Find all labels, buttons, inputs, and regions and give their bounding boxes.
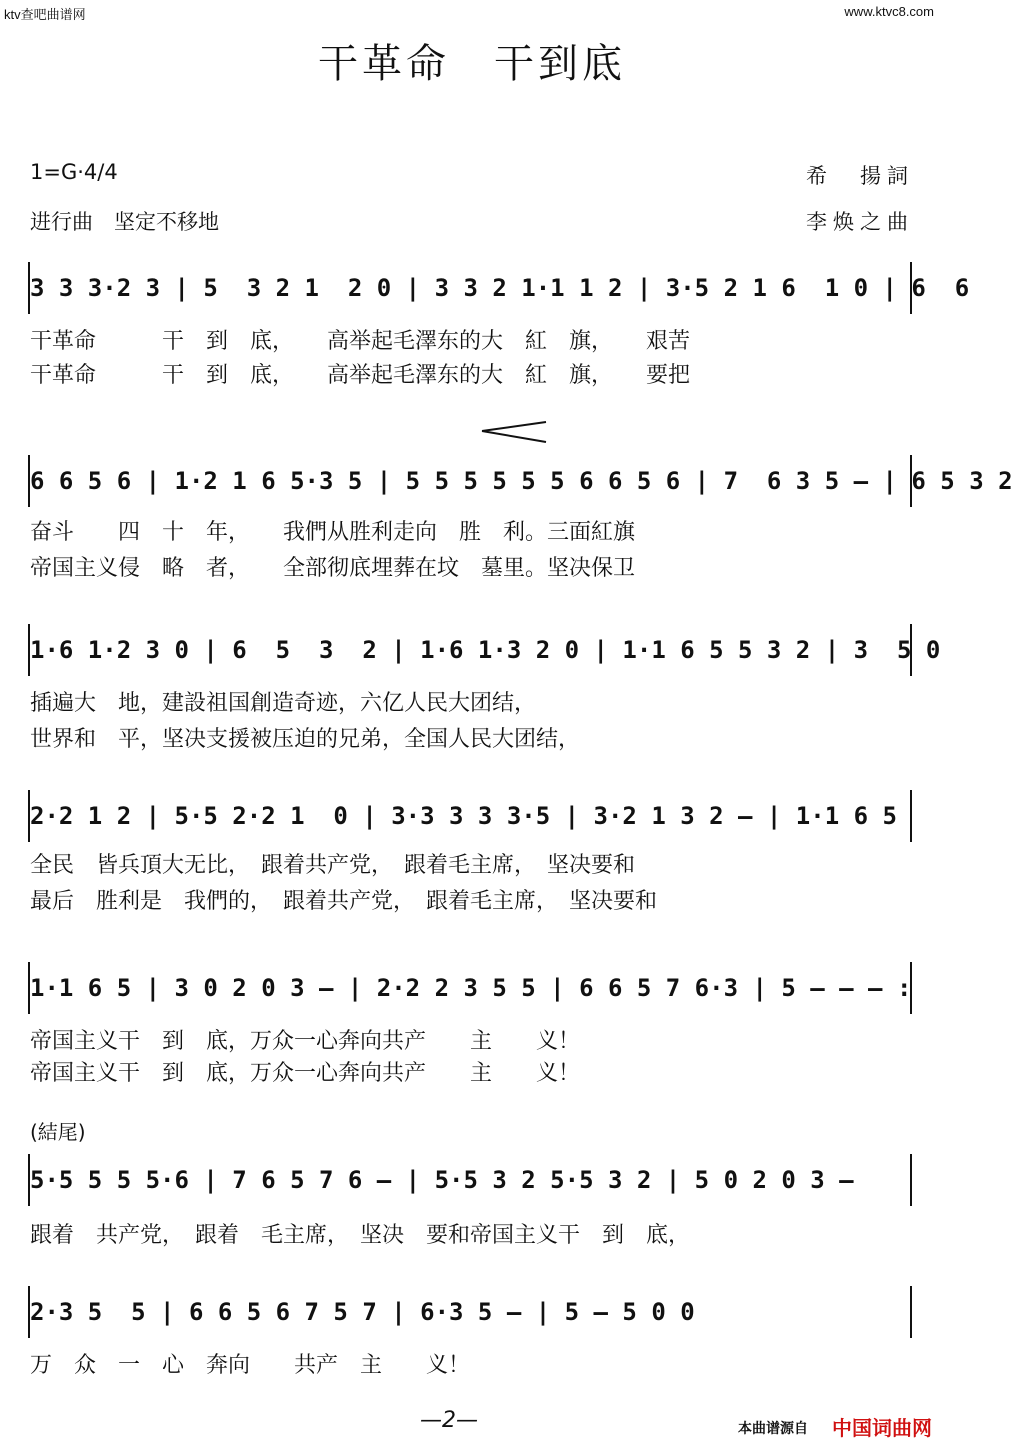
watermark-right: www.ktvc8.com — [844, 4, 934, 19]
lyric-line-verse-1: 全民 皆兵頂大无比， 跟着共产党， 跟着毛主席， 坚决要和 — [30, 853, 636, 878]
lyricist-credit: 希 揚詞 — [806, 164, 914, 188]
coda-label: (結尾) — [30, 1120, 86, 1144]
notation-line: 6 6 5 6 | 1·2 1 6 5·3 5 | 5 5 5 5 5 5 6 6 5 6 | 7 6 3 5 — | 6 5 3 2 — [28, 455, 912, 507]
composer-credit: 李焕之曲 — [806, 210, 914, 234]
page-number: —2— — [420, 1408, 478, 1433]
lyric-line-verse-2: 干革命 干 到 底， 高举起毛澤东的大 紅 旗， 要把 — [30, 363, 691, 388]
lyric-line-final: 万 众 一 心 奔向 共产 主 义！ — [30, 1353, 471, 1378]
source-caption: 本曲谱源自 — [738, 1421, 808, 1437]
lyric-line-coda: 跟着 共产党， 跟着 毛主席， 坚决 要和帝国主义干 到 底， — [30, 1223, 691, 1248]
notation-line: 1·6 1·2 3 0 | 6 5 3 2 | 1·6 1·3 2 0 | 1·1 6 5 5 3 2 | 3 5 0 — [28, 624, 912, 676]
notation-line: 5·5 5 5 5·6 | 7 6 5 7 6 — | 5·5 3 2 5·5 3 2 | 5 0 2 0 3 — — [28, 1154, 912, 1206]
lyric-line-verse-1: 插遍大 地，建設祖国創造奇迹，六亿人民大团结， — [30, 691, 537, 716]
lyric-line-verse-2: 帝国主义侵 略 者， 全部彻底埋葬在坟 墓里。坚决保卫 — [30, 556, 636, 581]
lyric-line-verse-1: 干革命 干 到 底， 高举起毛澤东的大 紅 旗， 艰苦 — [30, 329, 691, 354]
lyric-line-verse-2: 世界和 平，坚决支援被压迫的兄弟，全国人民大团结， — [30, 727, 581, 752]
notation-line: 2·2 1 2 | 5·5 2·2 1 0 | 3·3 3 3 3·5 | 3·2 1 3 2 — | 1·1 6 5 — [28, 790, 912, 842]
key-signature: 1=G·4/4 — [30, 160, 118, 184]
watermark-left: ktv查吧曲谱网 — [4, 7, 86, 22]
brand-logo-text: 中国词曲网 — [832, 1416, 932, 1440]
notation-line: 1·1 6 5 | 3 0 2 0 3 — | 2·2 2 3 5 5 | 6 6 5 7 6·3 | 5 — — — : — [28, 962, 912, 1014]
lyric-line-verse-1: 帝国主义干 到 底，万众一心奔向共产 主 义！ — [30, 1029, 581, 1054]
lyric-line-verse-1: 奋斗 四 十 年， 我們从胜利走向 胜 利。三面紅旗 — [30, 520, 636, 545]
lyric-line-verse-2: 最后 胜利是 我們的， 跟着共产党， 跟着毛主席， 坚决要和 — [30, 889, 658, 914]
decrescendo-mark — [478, 420, 548, 444]
notation-line: 2·3 5 5 | 6 6 5 6 7 5 7 | 6·3 5 — | 5 — 5 0 0 — [28, 1286, 912, 1338]
lyric-line-verse-2: 帝国主义干 到 底，万众一心奔向共产 主 义！ — [30, 1061, 581, 1086]
page-title: 干革命 干到底 — [318, 41, 626, 87]
notation-line: 3 3 3·2 3 | 5 3 2 1 2 0 | 3 3 2 1·1 1 2 | 3·5 2 1 6 1 0 | 6 6 — [28, 262, 912, 314]
tempo-marking: 进行曲 坚定不移地 — [30, 210, 219, 234]
